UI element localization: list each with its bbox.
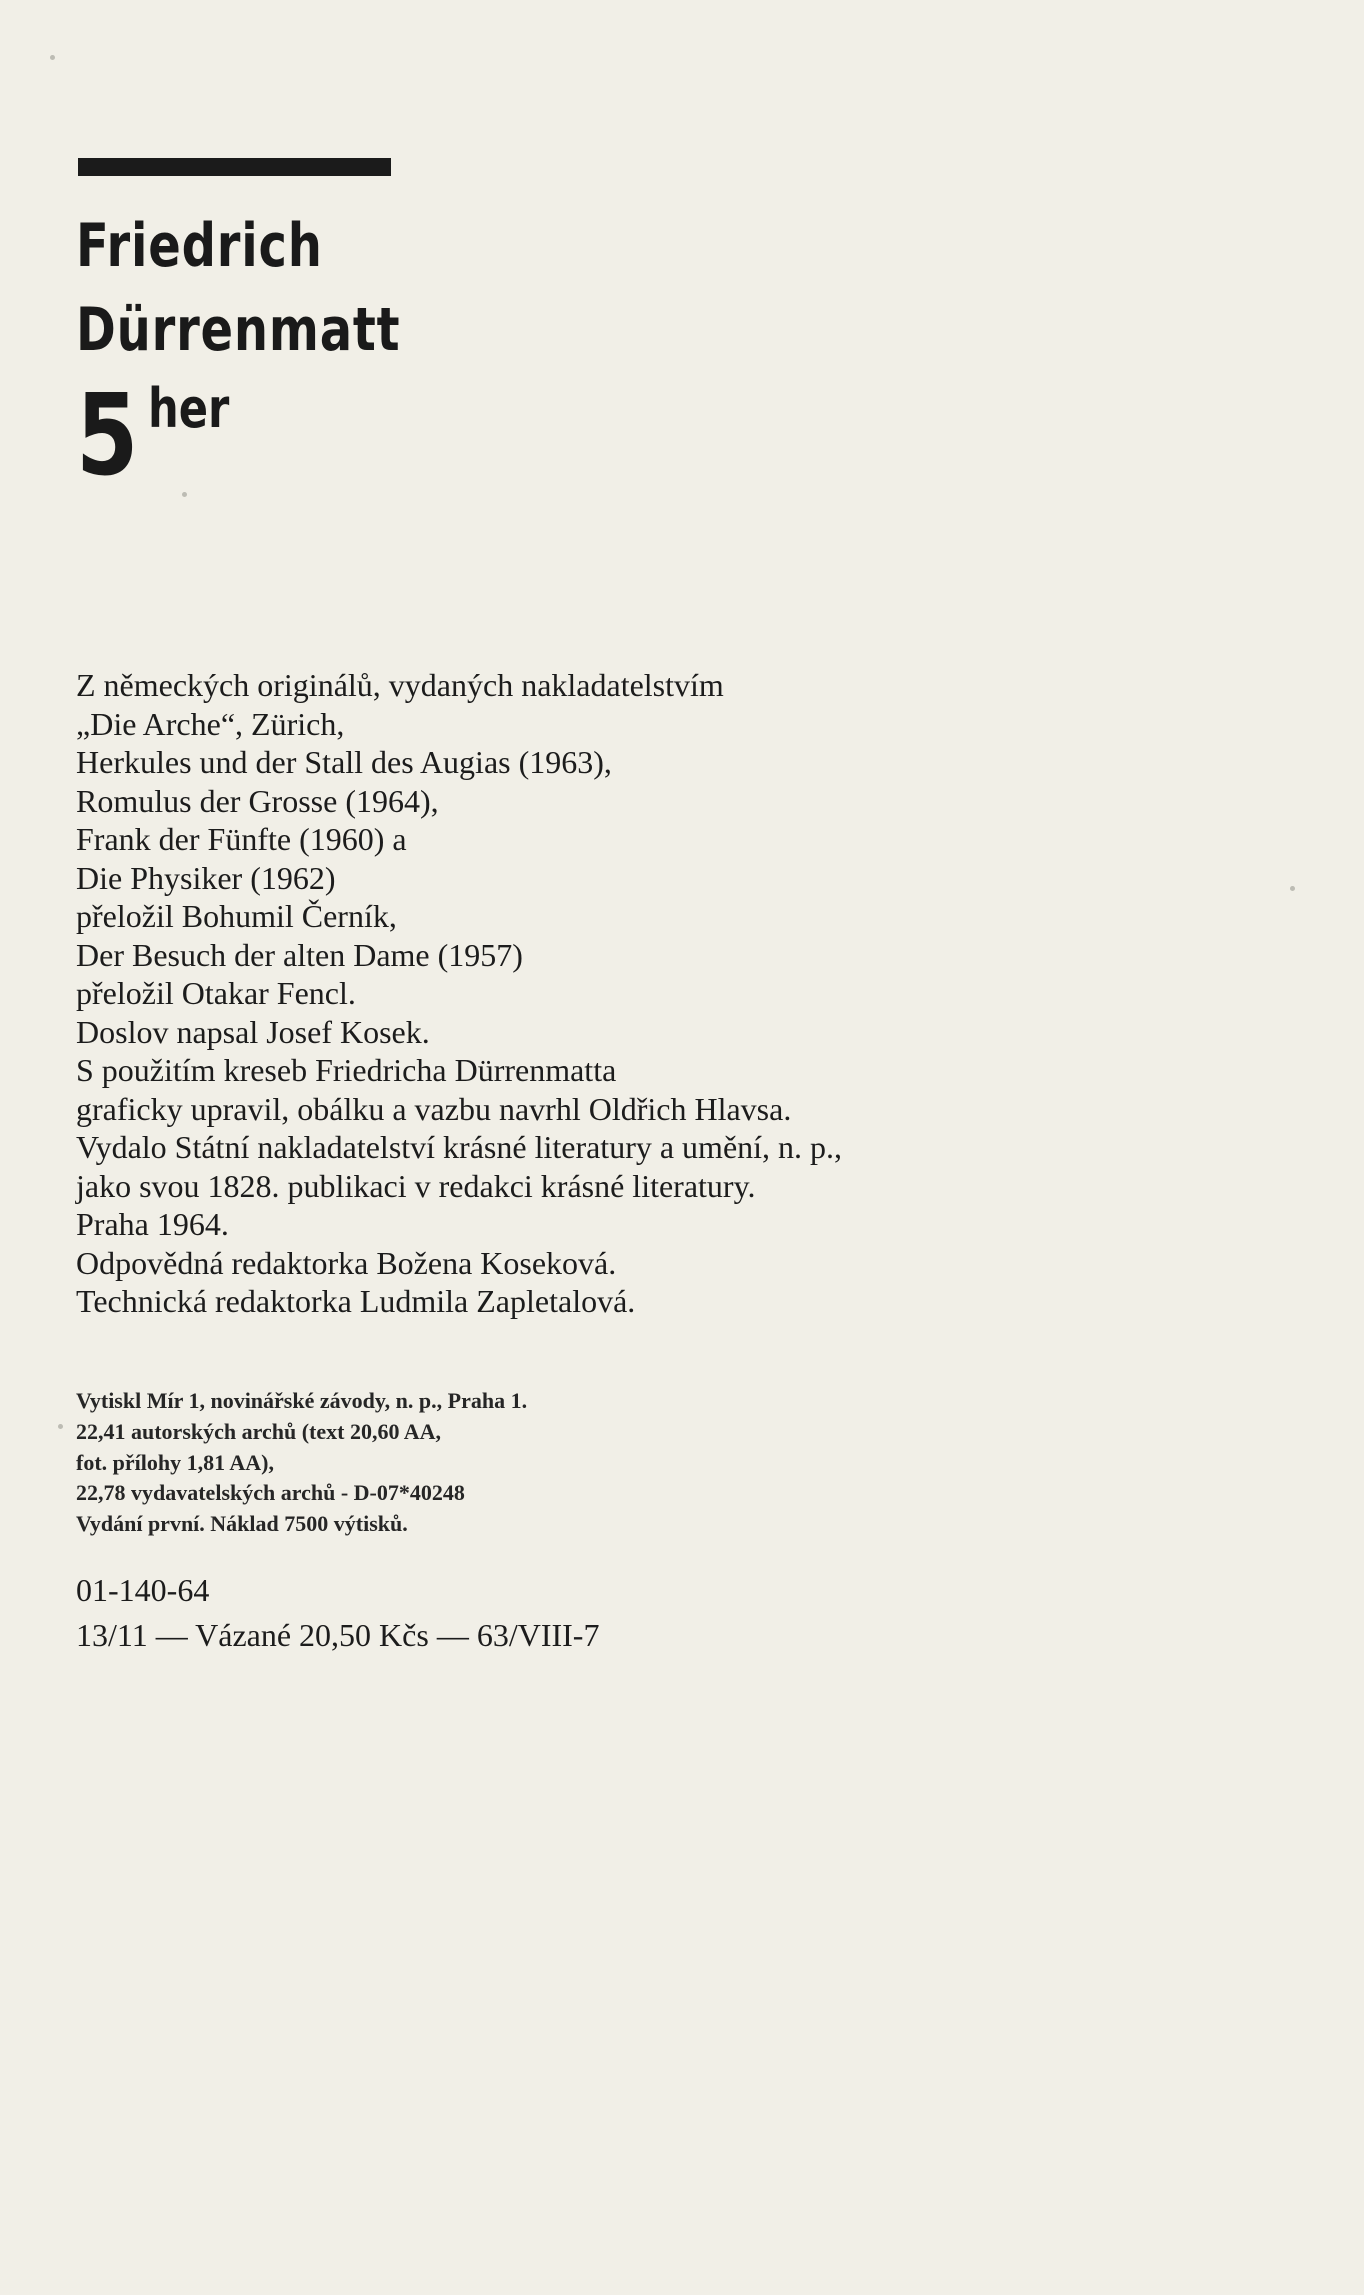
imprint-line: Der Besuch der alten Dame (1957) [76,936,523,973]
imprint-main-block [76,666,842,1321]
paper-speck [1290,886,1295,891]
imprint-line: Vydalo Státní nakladatelství krásné literatury a umění, n. p., [76,1129,843,1165]
paper-speck [50,55,55,60]
print-details-block [76,1386,527,1540]
imprint-line: Praha 1964. [76,1206,229,1242]
imprint-line: graficky upravil, obálku a vazbu navrhl Oldřich Hlavsa. [76,1090,792,1127]
catalog-code-line: 01-140-64 [76,1572,210,1608]
print-detail-line: Vytiskl Mír 1, novinářské závody, n. p., Praha 1. [76,1388,528,1413]
imprint-line: S použitím kreseb Friedricha Dürrenmatta [76,1052,617,1088]
decorative-top-rule [78,158,391,176]
author-last-name: Dürrenmatt [76,295,401,365]
author-first-name: Friedrich [76,211,323,281]
imprint-line: Herkules und der Stall des Augias (1963), [76,744,612,780]
imprint-line: Technická redaktorka Ludmila Zapletalová. [76,1283,636,1319]
print-detail-line: 22,41 autorských archů (text 20,60 AA, [76,1418,442,1444]
imprint-line: „Die Arche“, Zürich, [76,705,345,742]
imprint-line: jako svou 1828. publikaci v redakci krásné literatury. [76,1167,756,1204]
imprint-line: přeložil Bohumil Černík, [76,898,397,934]
print-detail-line: 22,78 vydavatelských archů - D-07*40248 [76,1480,465,1506]
print-detail-line: Vydání první. Náklad 7500 výtisků. [76,1511,408,1537]
imprint-line: Romulus der Grosse (1964), [76,782,439,819]
imprint-line: přeložil Otakar Fencl. [76,975,356,1011]
catalog-code-line: 13/11 — Vázané 20,50 Kčs — 63/VIII-7 [76,1617,600,1653]
imprint-line: Z německých originálů, vydaných nakladatelstvím [76,667,724,703]
print-detail-line: fot. přílohy 1,81 AA), [76,1449,274,1475]
paper-speck [58,1424,63,1429]
imprint-line: Frank der Fünfte (1960) a [76,821,407,857]
imprint-line: Doslov napsal Josef Kosek. [76,1013,430,1050]
plays-count-numeral: 5 [76,371,139,501]
paper-speck [182,492,187,497]
catalog-codes-block [76,1568,599,1658]
plays-count-word: her [148,377,230,440]
imprint-line: Odpovědná redaktorka Božena Koseková. [76,1244,617,1281]
imprint-line: Die Physiker (1962) [76,859,336,896]
